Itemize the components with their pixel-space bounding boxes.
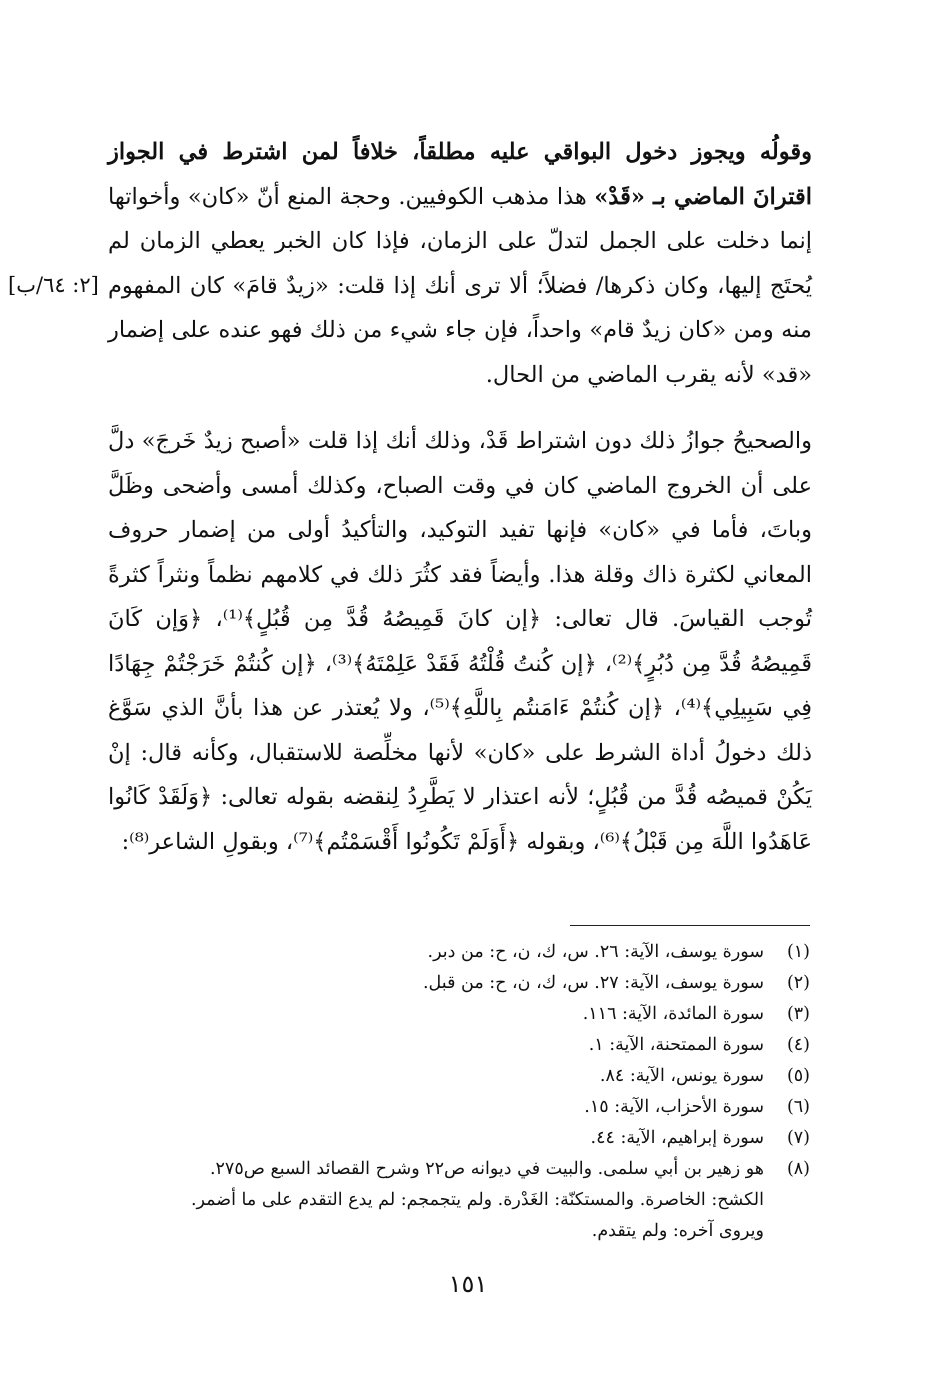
footnote-line: سورة يونس، الآية: ٨٤.	[599, 1066, 764, 1086]
footnote-text	[110, 1123, 764, 1154]
paragraph-1	[108, 130, 812, 397]
margin-folio-reference: [٢: ٦٤/ب]	[8, 273, 99, 297]
footnotes	[110, 937, 810, 1247]
footnote-line: سورة يوسف، الآية: ٢٦. س، ك، ن، ح: من دبر.	[427, 942, 764, 962]
footnote-line: سورة المائدة، الآية: ١١٦.	[582, 1004, 764, 1024]
footnote-number: (٢)	[786, 973, 810, 993]
paragraph-2: والصحيحُ جوازُ ذلك دون اشتراط قَدْ، وذلك أنك إذا قلت «أصبح زيدٌ خَرجَ» دلَّ على أن الخروج الماضي كان في وقت الصباح، وكذلك أمسى وأضحى وظَلَّ وباتَ، فأما في «كان» فإنها تفيد التوكيد، والتأكيدُ أولى من إضمار حروف المعاني لكثرة ذاك وقلة هذا. وأيضاً فقد كثُرَ ذلك في كلامهم نظماً ونثراً كثرةً تُوجب القياسَ. قال تعالى: ﴿إن كانَ قَمِيصُهُ قُدَّ مِن قُبُلٍ﴾⁽¹⁾، ﴿وَإن كَانَ قَمِيصُهُ قُدَّ مِن دُبُرٍ﴾⁽²⁾، ﴿إن كُنتُ قُلْتُهُ فَقَدْ عَلِمْتَهُ﴾⁽³⁾، ﴿إن كُنتُمْ خَرَجْتُمْ جِهَادًا فِي سَبِيلِي﴾⁽⁴⁾، ﴿إن كُنتُمْ ءَامَنتُم بِاللَّهِ﴾⁽⁵⁾، ولا يُعتذر عن هذا بأنَّ الذي سَوَّغ ذلك دخولُ أداة الشرط على «كان» لأنها مخلِّصة للاستقبال، وكأنه قال: إنْ يَكُنْ قميصُه قُدَّ من قُبُلٍ؛ لأنه اعتذار لا يَطَّرِدُ لِنقضه بقوله تعالى: ﴿وَلَقَدْ كَانُوا عَاهَدُوا اللَّهَ مِن قَبْلُ﴾⁽⁶⁾، وبقوله ﴿أَوَلَمْ تَكُونُوا أَقْسَمْتُم﴾⁽⁷⁾، وبقولِ الشاعر⁽⁸⁾:	[108, 428, 812, 855]
footnote-line: سورة يوسف، الآية: ٢٧. س، ك، ن، ح: من قبل.	[422, 973, 764, 993]
paragraph-1-heading: وقولُه ويجوز دخول البواقي عليه مطلقاً، خلافاً لمن اشترط في الجواز اقترانَ الماضي بـ «قَدْ»	[108, 139, 812, 210]
footnote-text	[110, 1061, 764, 1092]
footnote-1	[110, 937, 810, 968]
footnote-7	[110, 1123, 810, 1154]
footnote-6	[110, 1092, 810, 1123]
footnote-line: سورة إبراهيم، الآية: ٤٤.	[590, 1128, 764, 1148]
paragraph-1-body: هذا مذهب الكوفيين. وحجة المنع أنّ «كان» وأخواتها إنما دخلت على الجمل لتدلّ على الزمان، فإذا كان الخبر يعطي الزمان لم يُحتَج إليها، وكان ذكرها/ فضلاً؛ ألا ترى أنك إذا قلت: «زيدٌ قامَ» كان المفهوم منه ومن «كان زيدٌ قام» واحداً، فإن جاء شيء من ذلك فهو عنده على إضمار «قد» لأنه يقرب الماضي من الحال.	[108, 183, 812, 388]
footnote-line: الكشح: الخاصرة. والمستكنّة: الغَدْرة. ولم يتجمجم: لم يدع التقدم على ما أضمر.	[190, 1190, 764, 1210]
page-number: ١٥١	[448, 1270, 488, 1298]
footnote-4	[110, 1030, 810, 1061]
footnote-text	[110, 1154, 764, 1247]
footnote-line: ويروى آخره: ولم يتقدم.	[591, 1221, 764, 1241]
footnote-text	[110, 937, 764, 968]
footnote-number: (١)	[786, 942, 810, 962]
footnote-text	[110, 968, 764, 999]
footnote-3	[110, 999, 810, 1030]
footnote-text	[110, 1092, 764, 1123]
footnote-text	[110, 999, 764, 1030]
footnote-line: هو زهير بن أبي سلمى. والبيت في ديوانه ص٢٢ وشرح القصائد السبع ص٢٧٥.	[209, 1159, 764, 1179]
footnote-number: (٤)	[786, 1035, 810, 1055]
footnote-separator	[570, 925, 810, 926]
footnote-5	[110, 1061, 810, 1092]
footnote-number: (٧)	[786, 1128, 810, 1148]
footnote-number: (٦)	[786, 1097, 810, 1117]
footnote-2	[110, 968, 810, 999]
footnote-number: (٨)	[786, 1159, 810, 1179]
footnote-8	[110, 1154, 810, 1247]
footnote-line: سورة الأحزاب، الآية: ١٥.	[584, 1097, 764, 1117]
footnote-line: سورة الممتحنة، الآية: ١.	[588, 1035, 764, 1055]
footnote-number: (٥)	[786, 1066, 810, 1086]
footnote-number: (٣)	[786, 1004, 810, 1024]
main-text	[108, 130, 812, 864]
footnote-text	[110, 1030, 764, 1061]
